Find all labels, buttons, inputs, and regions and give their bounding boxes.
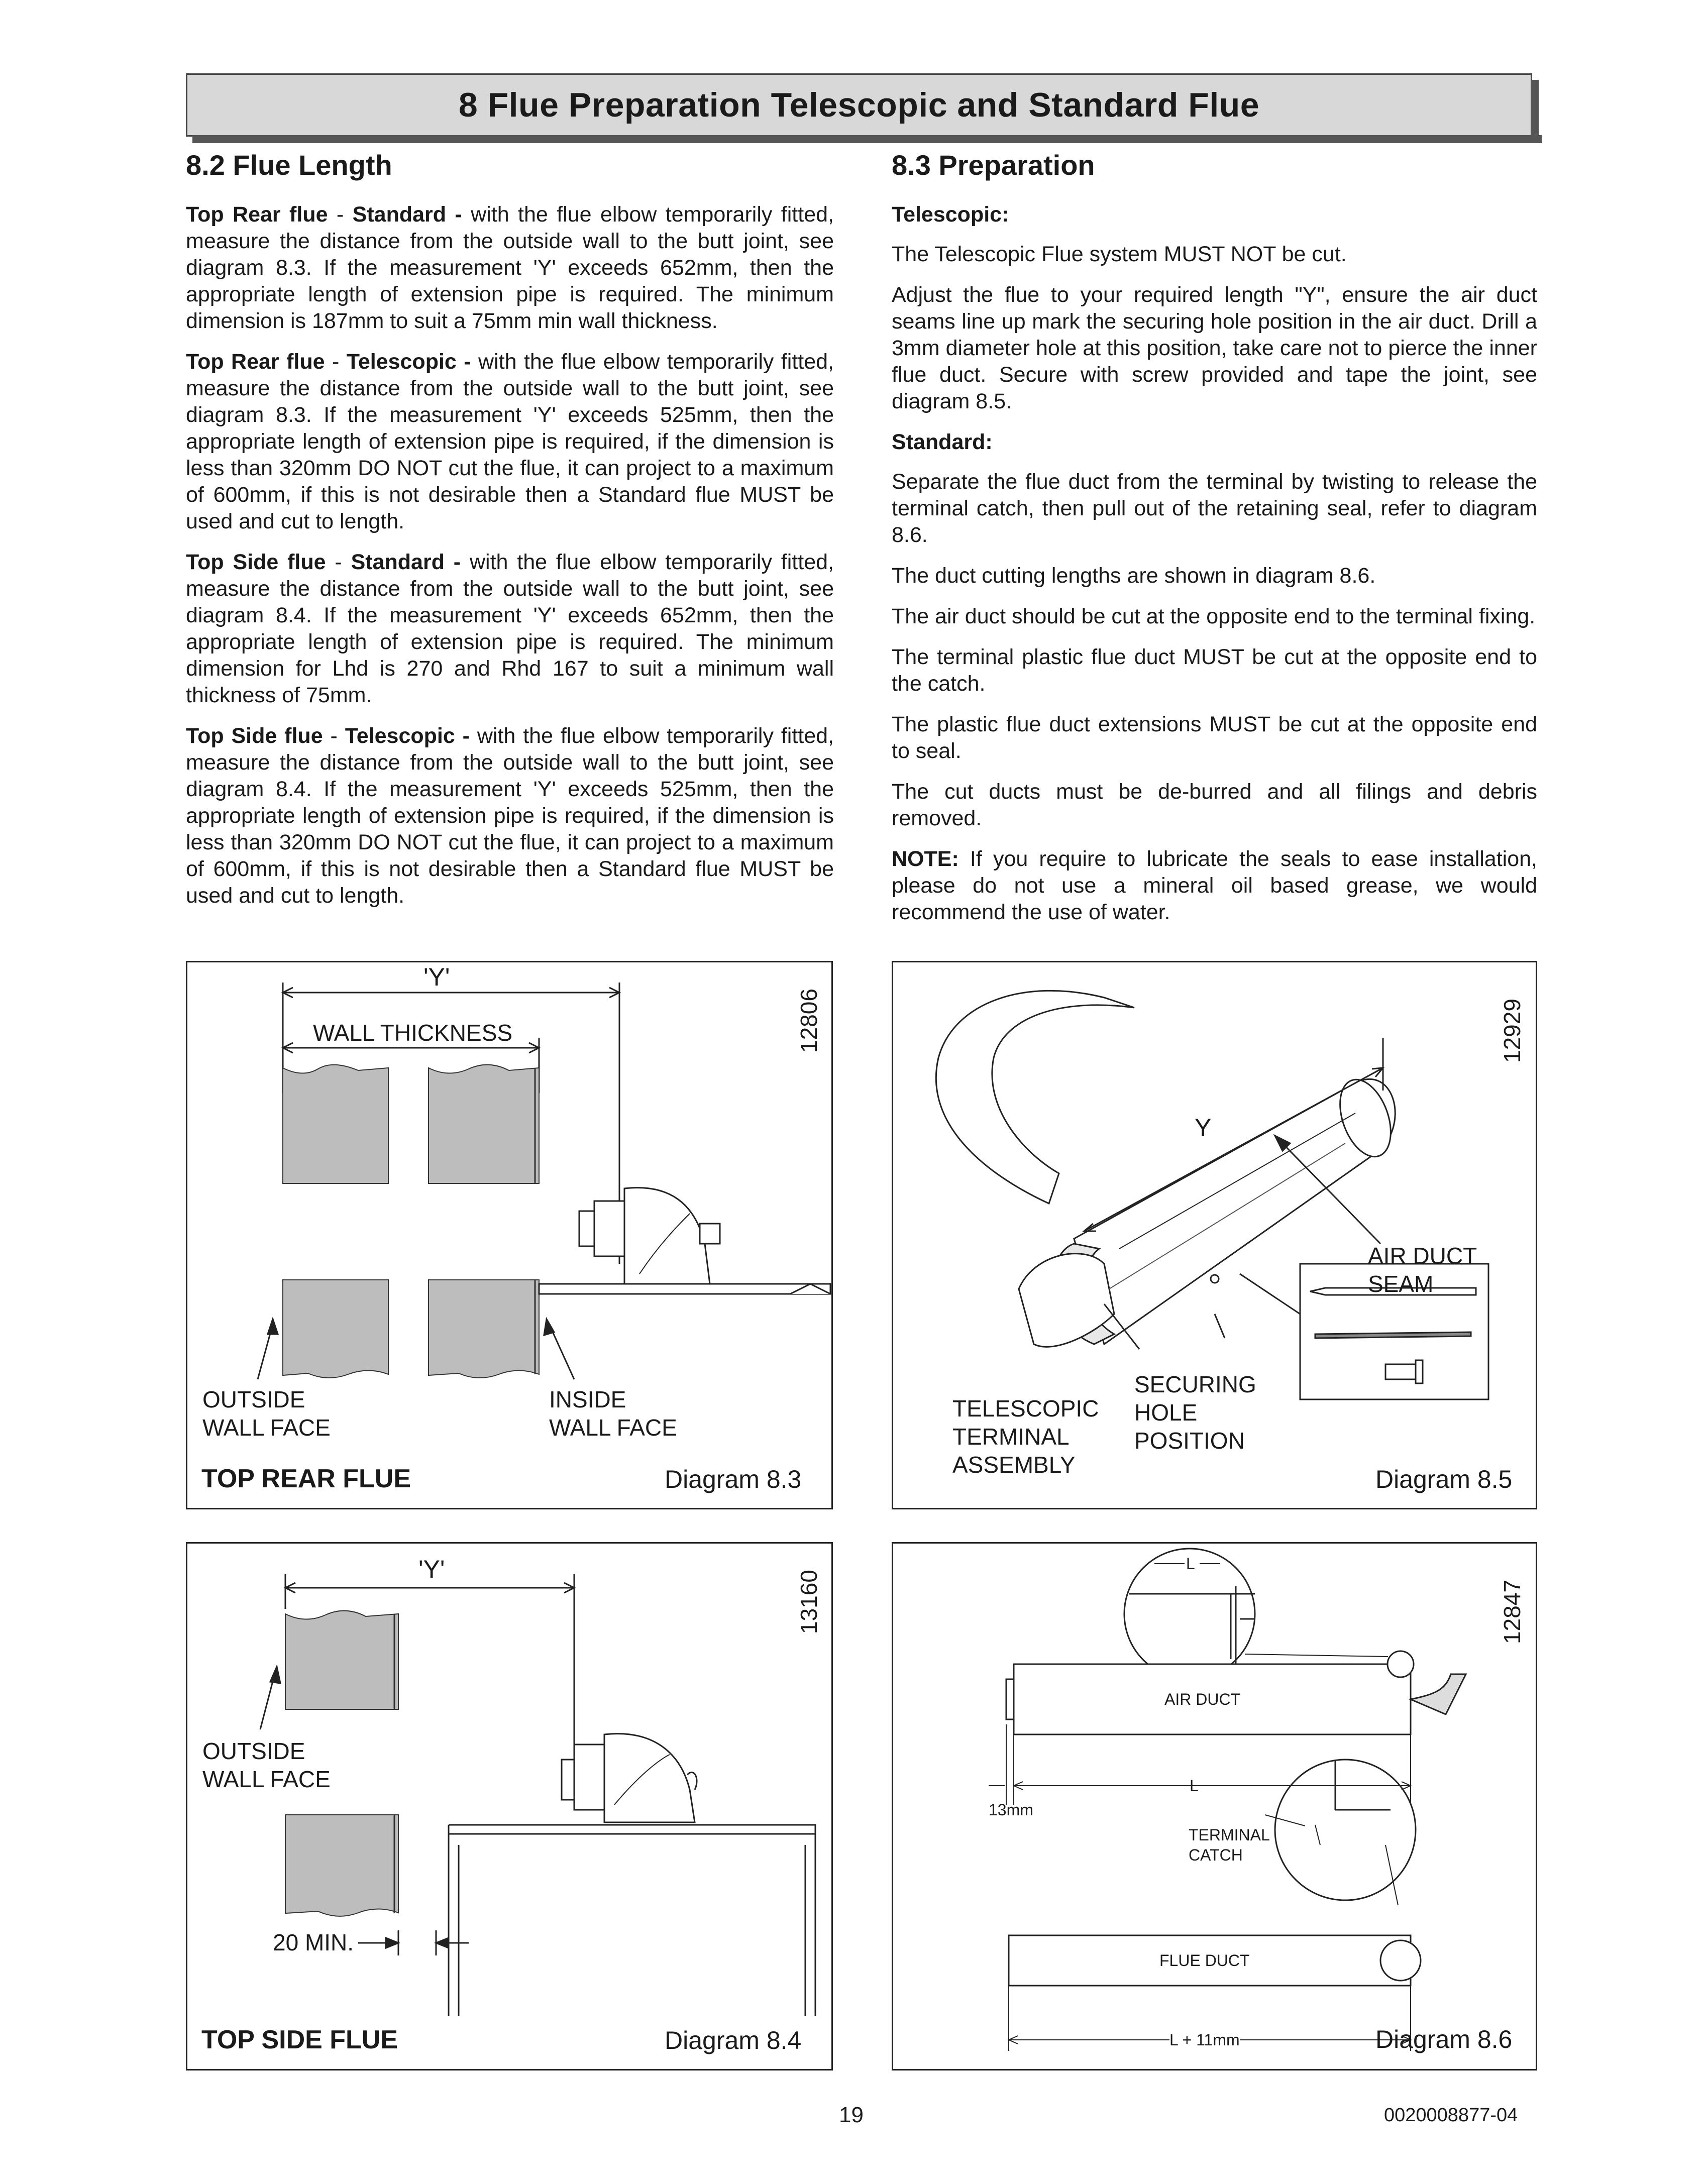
flue-length-section (186, 149, 834, 923)
para-sep: - (325, 350, 347, 374)
diagram-code: 13160 (796, 1570, 822, 1634)
air-duct-label: AIR DUCT (1164, 1690, 1241, 1708)
diagram-8-6-panel (892, 1542, 1537, 2070)
standard-paragraph: The plastic flue duct extensions MUST be cut at the opposite end to seal. (892, 712, 1537, 763)
y-dimension-label: 'Y' (418, 1555, 445, 1583)
air-duct-seam-label: AIR DUCT SEAM (1368, 1243, 1477, 1297)
standard-paragraph: The air duct should be cut at the opposite end to the terminal fixing. (892, 604, 1536, 628)
para-bold-1: Top Side flue (186, 550, 326, 574)
y-dimension-label: 'Y' (423, 963, 450, 991)
standard-label: Standard: (892, 430, 993, 454)
section-header (186, 73, 1532, 137)
flue-duct-label: FLUE DUCT (1159, 1951, 1250, 1970)
preparation-section (892, 149, 1537, 940)
diagram-code: 12806 (796, 989, 822, 1053)
page-number: 19 (839, 2103, 864, 2127)
para-text: with the flue elbow temporarily fitted, measure the distance from the outside wall to the butt joint, see diagram 8.4. If the measurement 'Y' exceeds 525mm, then the appropriate length of extension pipe is required, if the dimension is less than 320mm DO NOT cut the flue, it can project to a maximum of 600mm, if this is not desirable then a Standard flue MUST be used and cut to length. (186, 724, 834, 908)
inside-wall-face-label: INSIDE WALL FACE (549, 1386, 677, 1441)
telescopic-paragraph-2: Adjust the flue to your required length "Y", ensure the air duct seams line up mark the securing hole position in the air duct. Drill a 3mm diameter hole at this position, take care not to pierce the inner flue duct. Secure with screw provided and tape the joint, see diagram 8.5. (892, 283, 1537, 413)
outside-wall-face-label: OUTSIDE WALL FACE (202, 1386, 331, 1441)
minimum-clearance-label: 20 MIN. (273, 1929, 354, 1955)
offset-13mm-label: 13mm (989, 1801, 1033, 1819)
standard-paragraph: The terminal plastic flue duct MUST be cut at the opposite end to the catch. (892, 645, 1537, 696)
header-shadow (1531, 80, 1539, 140)
diagram-caption: Diagram 8.5 (1375, 1465, 1513, 1493)
note-label: NOTE: (892, 847, 959, 871)
para-bold-1: Top Side flue (186, 724, 323, 748)
telescopic-terminal-assembly-label: TELESCOPIC TERMINAL ASSEMBLY (952, 1395, 1099, 1478)
l-detail-label: L (1186, 1555, 1195, 1573)
diagram-title: TOP REAR FLUE (201, 1464, 411, 1493)
para-sep: - (326, 550, 351, 574)
standard-paragraph: The cut ducts must be de-burred and all filings and debris removed. (892, 780, 1537, 830)
para-bold-2: Standard - (352, 202, 462, 227)
page-title: 8 Flue Preparation Telescopic and Standard Flue (458, 86, 1260, 124)
telescopic-label: Telescopic: (892, 202, 1009, 227)
para-sep: - (328, 202, 353, 227)
diagram-8-3-panel (186, 961, 833, 1509)
paragraph-top-side-telescopic (186, 723, 834, 909)
securing-hole-position-label: SECURING HOLE POSITION (1134, 1371, 1256, 1454)
para-sep: - (323, 724, 345, 748)
note-paragraph (892, 846, 1537, 926)
diagram-caption: Diagram 8.4 (665, 2026, 802, 2054)
para-bold-2: Telescopic - (346, 350, 471, 374)
diagram-caption: Diagram 8.3 (665, 1465, 802, 1493)
para-bold-1: Top Rear flue (186, 202, 328, 227)
note-text: If you require to lubricate the seals to ease installation, please do not use a mineral oil based grease, we would recommend the use of water. (892, 847, 1537, 924)
wall-thickness-label: WALL THICKNESS (313, 1020, 513, 1046)
length-label: L (1190, 1777, 1199, 1795)
para-bold-2: Standard - (351, 550, 461, 574)
outside-wall-face-label: OUTSIDE WALL FACE (202, 1738, 331, 1792)
para-text: with the flue elbow temporarily fitted, measure the distance from the outside wall to the butt joint, see diagram 8.3. If the measurement 'Y' exceeds 652mm, then the appropriate length of extension pipe is required. The minimum dimension is 187mm to suit a 75mm min wall thickness. (186, 202, 834, 333)
diagram-8-4-panel (186, 1542, 833, 2070)
para-bold-1: Top Rear flue (186, 350, 325, 374)
terminal-catch-label: TERMINAL CATCH (1189, 1826, 1270, 1864)
para-bold-2: Telescopic - (345, 724, 470, 748)
diagram-code: 12847 (1499, 1580, 1525, 1644)
standard-paragraph: The duct cutting lengths are shown in diagram 8.6. (892, 564, 1376, 588)
standard-paragraph: Separate the flue duct from the terminal by twisting to release the terminal catch, then pull out of the retaining seal, refer to diagram 8.6. (892, 470, 1537, 547)
paragraph-top-rear-standard (186, 201, 834, 335)
para-text: with the flue elbow temporarily fitted, measure the distance from the outside wall to the butt joint, see diagram 8.4. If the measurement 'Y' exceeds 652mm, then the appropriate length of extension pipe is required. The minimum dimension for Lhd is 270 and Rhd 167 to suit a minimum wall thickness of 75mm. (186, 550, 834, 707)
diagram-code: 12929 (1499, 999, 1525, 1063)
length-plus-label: L + 11mm (1169, 2031, 1240, 2049)
preparation-heading: 8.3 Preparation (892, 149, 1095, 181)
para-text: with the flue elbow temporarily fitted, measure the distance from the outside wall to the butt joint, see diagram 8.3. If the measurement 'Y' exceeds 525mm, then the appropriate length of extension pipe is required, if the dimension is less than 320mm DO NOT cut the flue, it can project to a maximum of 600mm, if this is not desirable then a Standard flue MUST be used and cut to length. (186, 350, 834, 533)
paragraph-top-rear-telescopic (186, 349, 834, 535)
diagram-title: TOP SIDE FLUE (201, 2025, 398, 2054)
diagram-8-5-panel (892, 961, 1537, 1509)
flue-length-heading: 8.2 Flue Length (186, 149, 392, 181)
document-code: 0020008877-04 (1384, 2105, 1518, 2126)
paragraph-top-side-standard (186, 549, 834, 709)
diagram-caption: Diagram 8.6 (1375, 2025, 1513, 2053)
header-shadow-bottom (192, 135, 1542, 143)
telescopic-paragraph-1: The Telescopic Flue system MUST NOT be cut. (892, 242, 1347, 266)
diagram-8-4-drawing (187, 1544, 834, 2072)
y-dimension-label: Y (1195, 1114, 1212, 1142)
